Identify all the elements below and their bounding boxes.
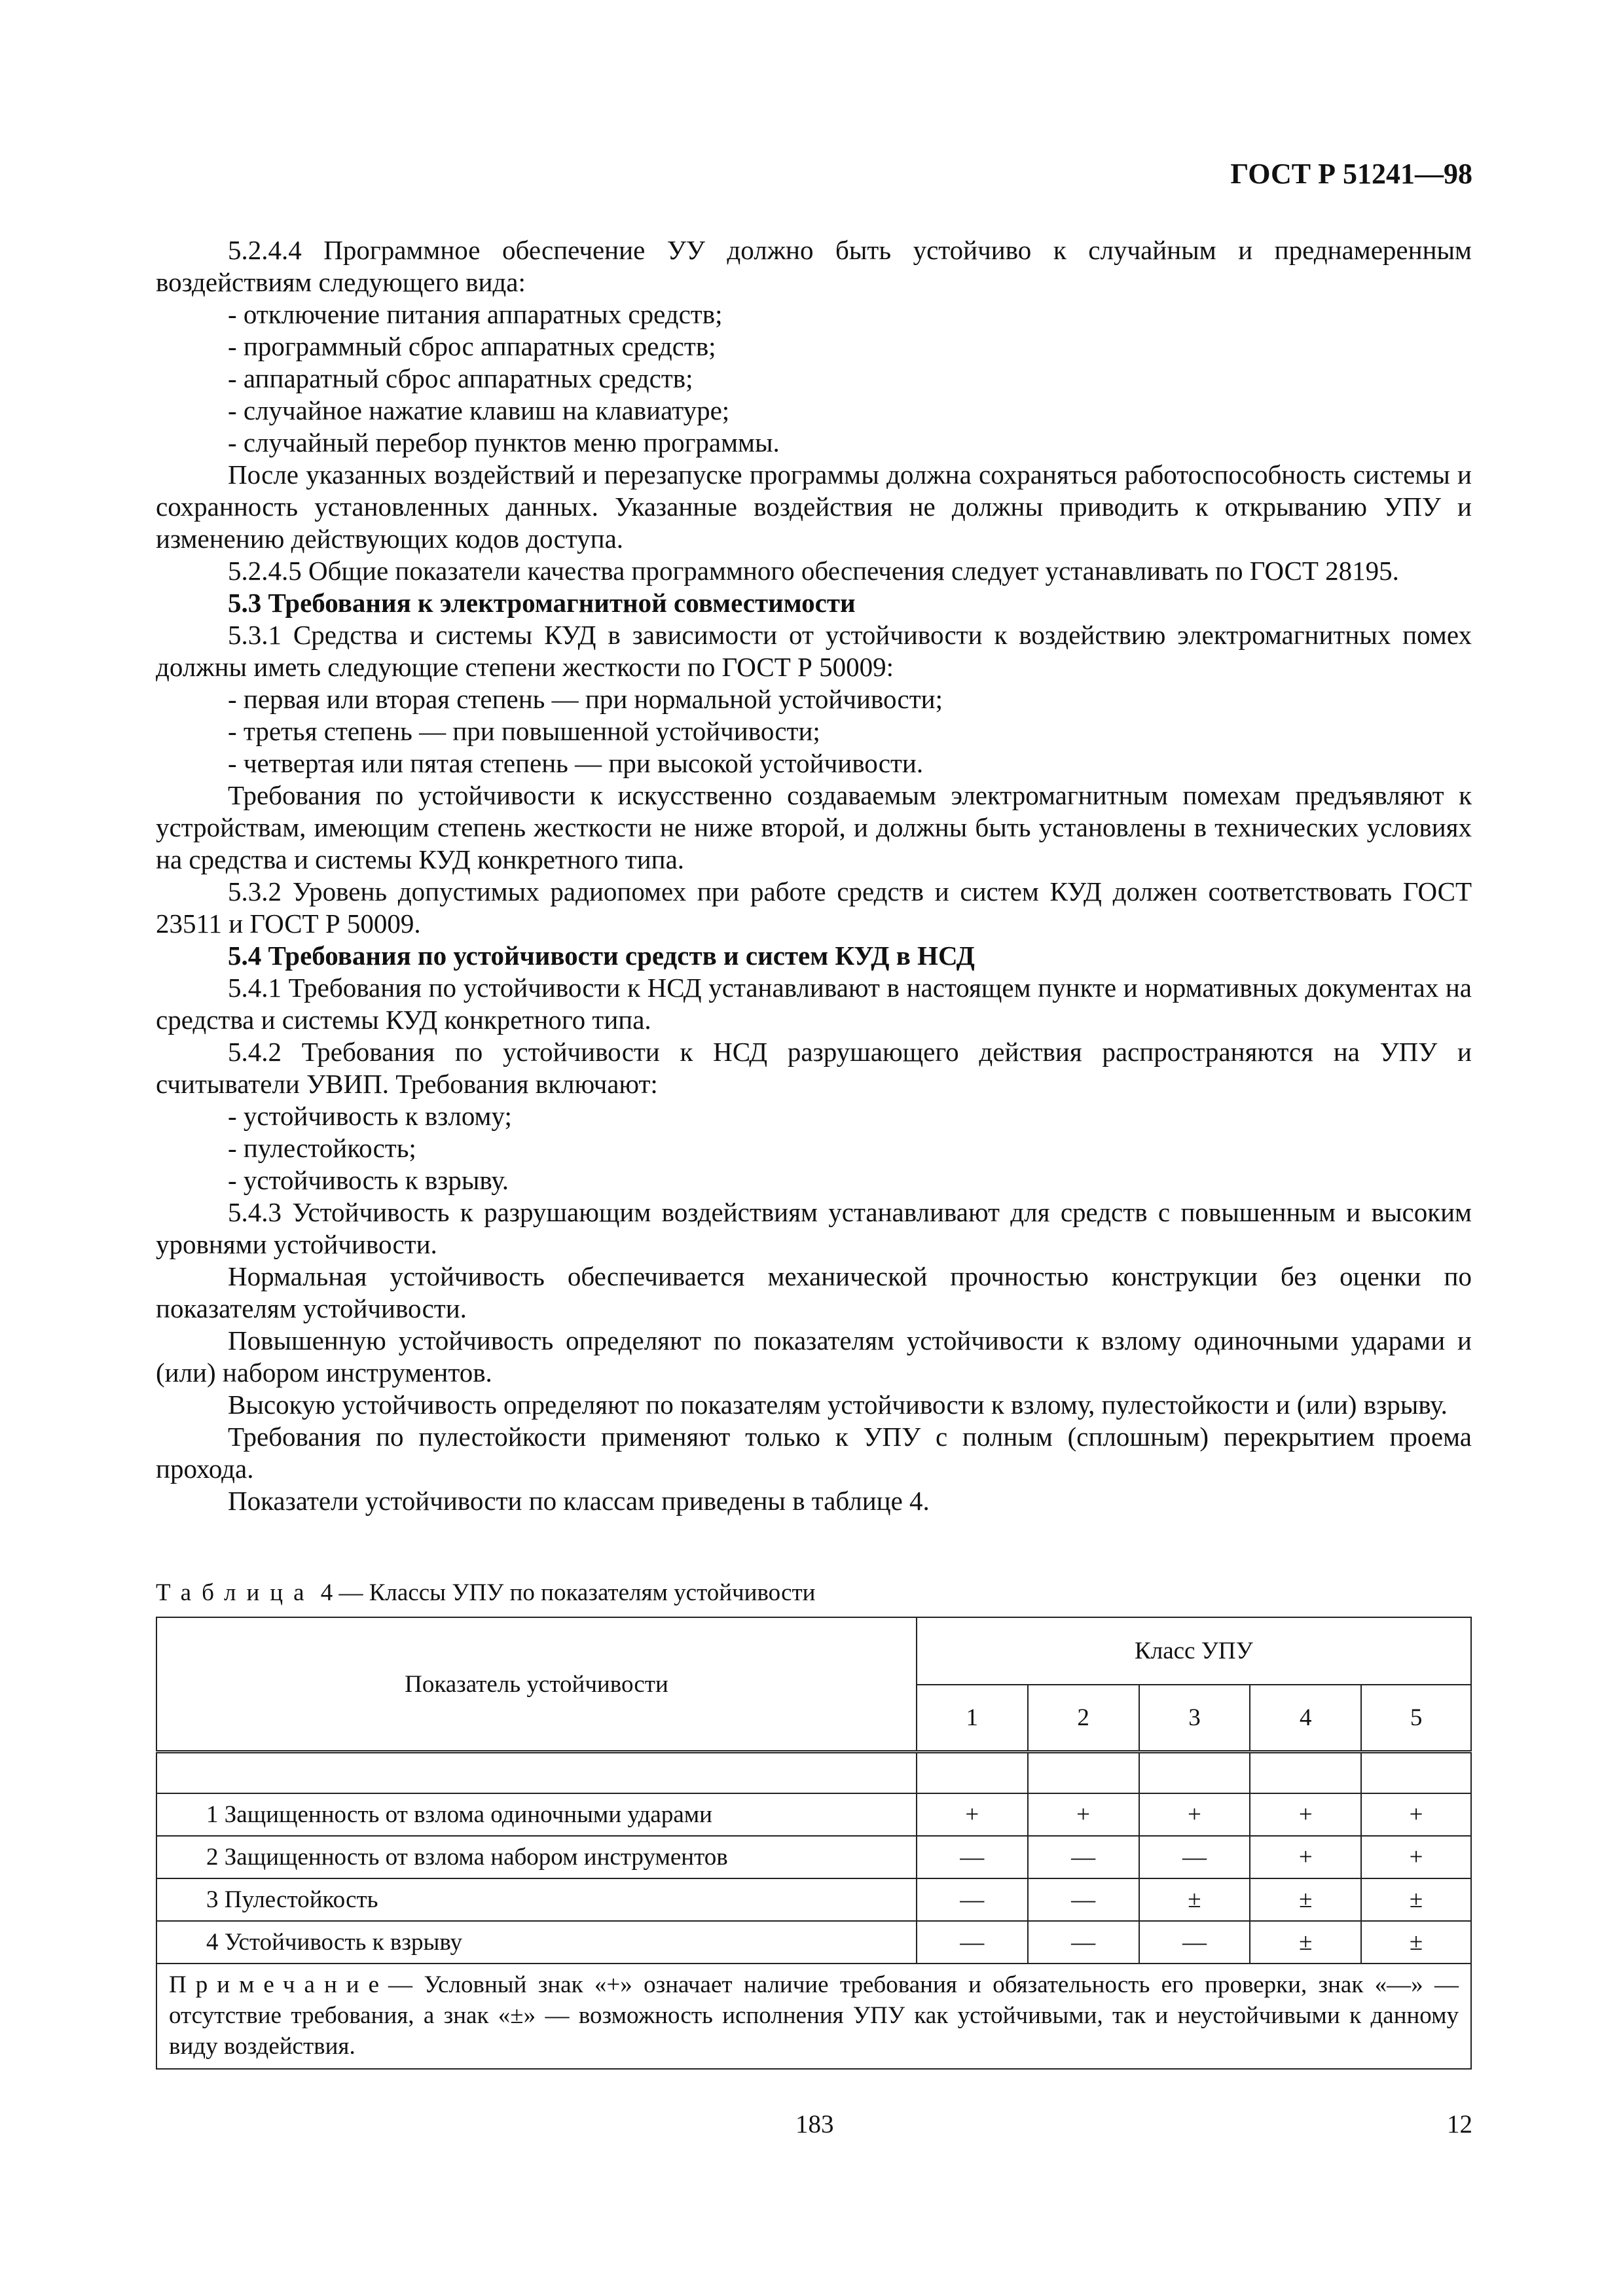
list-item: - третья степень — при повышенной устойчивости; xyxy=(228,716,820,746)
sheet-number: 12 xyxy=(1447,2110,1472,2138)
table-row xyxy=(156,1878,1471,1921)
table-header-class: Класс УПУ xyxy=(917,1617,1471,1685)
table-header-class-1: 1 xyxy=(917,1685,1028,1752)
row-value: ± xyxy=(1139,1878,1250,1921)
body-text xyxy=(156,234,1472,1517)
paragraph: Повышенную устойчивость определяют по показателям устойчивости к взлому одиночными ударами и (или) набором инструментов. xyxy=(156,1325,1472,1388)
table-header-class-3: 3 xyxy=(1139,1685,1250,1752)
section-heading: 5.4 Требования по устойчивости средств и систем КУД в НСД xyxy=(228,941,975,971)
row-value: — xyxy=(917,1921,1028,1964)
table-header-class-5: 5 xyxy=(1361,1685,1471,1752)
row-value: + xyxy=(1250,1793,1361,1836)
page-number: 183 xyxy=(795,2110,834,2138)
paragraph: 5.3.2 Уровень допустимых радиопомех при работе средств и систем КУД должен соответствовать ГОСТ 23511 и ГОСТ Р 50009. xyxy=(156,876,1472,939)
list-item: - первая или вторая степень — при нормальной устойчивости; xyxy=(228,684,943,714)
list-item: - устойчивость к взлому; xyxy=(228,1101,512,1131)
list-item: - случайный перебор пунктов меню программы. xyxy=(228,427,780,457)
paragraph: Требования по устойчивости к искусственно создаваемым электромагнитным помехам предъявляют к устройствам, имеющим степень жесткости не ниже второй, и должны быть установлены в технических условиях на средства и системы КУД конкретного типа. xyxy=(156,780,1472,874)
row-value: + xyxy=(1361,1836,1471,1878)
table-note-word: Примечание xyxy=(169,1971,388,1998)
row-indicator: 2 Защищенность от взлома набором инструментов xyxy=(156,1836,917,1878)
row-indicator: 4 Устойчивость к взрыву xyxy=(156,1921,917,1964)
paragraph: 5.4.3 Устойчивость к разрушающим воздействиям устанавливают для средств с повышенным и высоким уровнями устойчивости. xyxy=(156,1197,1472,1259)
table-spacer-row xyxy=(156,1752,1471,1794)
table-note-row xyxy=(156,1964,1471,2069)
paragraph: Высокую устойчивость определяют по показателям устойчивости к взлому, пулестойкости и (или) взрыву. xyxy=(228,1390,1448,1420)
paragraph: Требования по пулестойкости применяют только к УПУ с полным (сплошным) перекрытием проема прохода. xyxy=(156,1422,1472,1484)
row-value: ± xyxy=(1361,1921,1471,1964)
row-value: + xyxy=(1028,1793,1139,1836)
row-value: + xyxy=(1250,1836,1361,1878)
table-row xyxy=(156,1836,1471,1878)
row-value: ± xyxy=(1361,1878,1471,1921)
table-note-text: — Условный знак «+» означает наличие требования и обязательность его проверки, знак «—» — отсутствие требования, а знак «±» — возможность исполнения УПУ как устойчивыми, так и неустойчивыми к данному виду воздействия. xyxy=(169,1971,1459,2060)
row-indicator: 3 Пулестойкость xyxy=(156,1878,917,1921)
row-value: — xyxy=(917,1878,1028,1921)
resistance-classes-table xyxy=(156,1617,1472,2070)
list-item: - программный сброс аппаратных средств; xyxy=(228,331,716,361)
section-heading: 5.3 Требования к электромагнитной совместимости xyxy=(228,588,856,618)
list-item: - случайное нажатие клавиш на клавиатуре; xyxy=(228,395,730,425)
row-value: + xyxy=(1139,1793,1250,1836)
table-caption xyxy=(156,1579,816,1607)
row-value: — xyxy=(917,1836,1028,1878)
document-header: ГОСТ Р 51241—98 xyxy=(1230,158,1472,190)
list-item: - аппаратный сброс аппаратных средств; xyxy=(228,363,693,393)
list-item: - устойчивость к взрыву. xyxy=(228,1165,509,1195)
table-caption-title: 4 — Классы УПУ по показателям устойчивости xyxy=(320,1579,816,1606)
row-value: + xyxy=(1361,1793,1471,1836)
paragraph: 5.4.1 Требования по устойчивости к НСД устанавливают в настоящем пункте и нормативных документах на средства и системы КУД конкретного типа. xyxy=(156,973,1472,1035)
row-value: ± xyxy=(1250,1921,1361,1964)
row-value: — xyxy=(1028,1878,1139,1921)
paragraph: 5.3.1 Средства и системы КУД в зависимости от устойчивости к воздействию электромагнитных помех должны иметь следующие степени жесткости по ГОСТ Р 50009: xyxy=(156,620,1472,682)
row-value: + xyxy=(917,1793,1028,1836)
table-caption-word: Таблица xyxy=(156,1579,315,1606)
table-row xyxy=(156,1921,1471,1964)
row-value: — xyxy=(1139,1921,1250,1964)
row-indicator: 1 Защищенность от взлома одиночными ударами xyxy=(156,1793,917,1836)
list-item: - четвертая или пятая степень — при высокой устойчивости. xyxy=(228,748,924,778)
paragraph: 5.2.4.4 Программное обеспечение УУ должно быть устойчиво к случайным и преднамеренным воздействиям следующего вида: xyxy=(156,235,1472,297)
list-item: - отключение питания аппаратных средств; xyxy=(228,299,723,329)
row-value: — xyxy=(1028,1921,1139,1964)
table-header-class-2: 2 xyxy=(1028,1685,1139,1752)
table-note xyxy=(156,1964,1471,2069)
paragraph: 5.4.2 Требования по устойчивости к НСД разрушающего действия распространяются на УПУ и считыватели УВИП. Требования включают: xyxy=(156,1037,1472,1099)
paragraph: Показатели устойчивости по классам приведены в таблице 4. xyxy=(228,1486,930,1516)
paragraph: После указанных воздействий и перезапуске программы должна сохраняться работоспособность системы и сохранность установленных данных. Указанные воздействия не должны приводить к открыванию УПУ и изменению действующих кодов доступа. xyxy=(156,459,1472,554)
list-item: - пулестойкость; xyxy=(228,1133,416,1163)
row-value: ± xyxy=(1250,1878,1361,1921)
table-header-class-4: 4 xyxy=(1250,1685,1361,1752)
row-value: — xyxy=(1028,1836,1139,1878)
table-row xyxy=(156,1793,1471,1836)
table-header-indicator: Показатель устойчивости xyxy=(156,1617,917,1752)
row-value: — xyxy=(1139,1836,1250,1878)
paragraph: Нормальная устойчивость обеспечивается механической прочностью конструкции без оценки по показателям устойчивости. xyxy=(156,1261,1472,1323)
paragraph: 5.2.4.5 Общие показатели качества программного обеспечения следует устанавливать по ГОСТ 28195. xyxy=(228,556,1399,586)
